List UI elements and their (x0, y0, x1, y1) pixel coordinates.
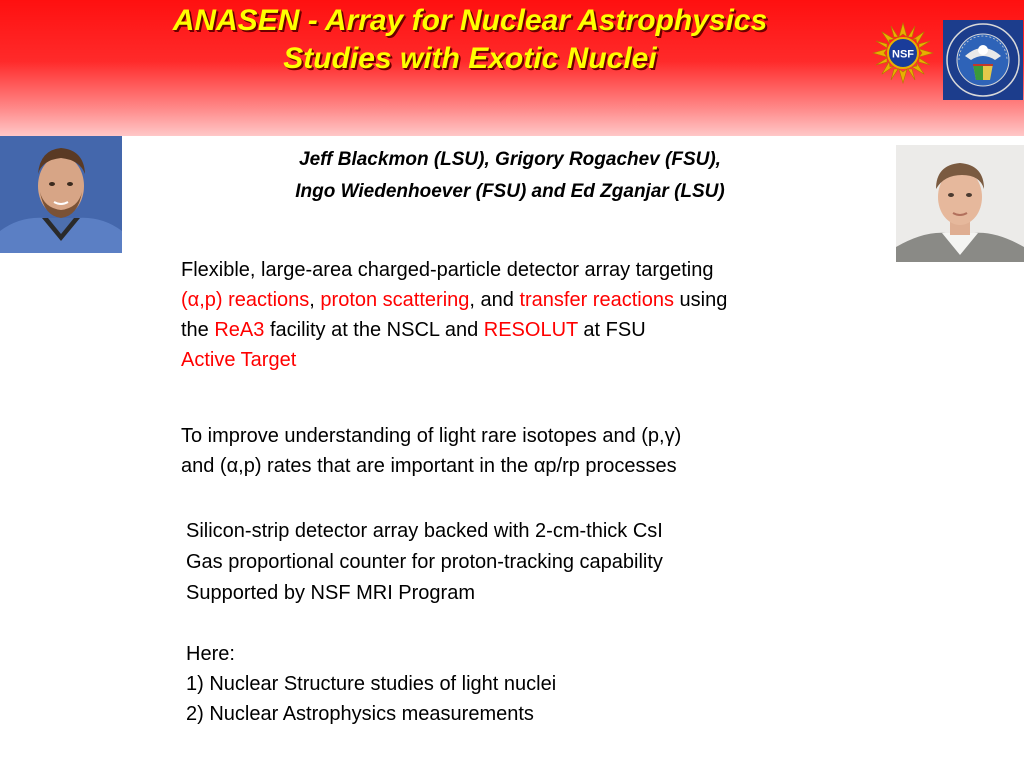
transfer-reactions: transfer reactions (519, 289, 674, 311)
goal-paragraph (181, 421, 681, 481)
feature-item: Supported by NSF MRI Program (186, 582, 475, 604)
title-line-1: ANASEN - Array for Nuclear Astrophysics (172, 4, 768, 37)
title-line-2: Studies with Exotic Nuclei (283, 42, 657, 75)
features-list (186, 516, 663, 609)
here-item: 2) Nuclear Astrophysics measurements (186, 703, 534, 725)
portrait-right (896, 145, 1024, 262)
feature-item: Silicon-strip detector array backed with 2-cm-thick CsI (186, 520, 663, 542)
sep-2: , and (469, 289, 520, 311)
rea3-facility: ReA3 (214, 319, 265, 341)
doe-seal-icon (943, 20, 1023, 100)
resolut: RESOLUT (483, 319, 578, 341)
active-target: Active Target (181, 349, 297, 371)
alpha-p-reactions: (α,p) reactions (181, 289, 310, 311)
line-3-start: the (181, 319, 215, 341)
nsf-logo-icon (872, 22, 934, 84)
line-2-end: using (673, 289, 728, 311)
proton-scattering: proton scattering (320, 289, 470, 311)
line-3-end: at FSU (577, 319, 646, 341)
description-line-3 (181, 315, 727, 345)
authors (200, 144, 820, 208)
portrait-left (0, 136, 122, 253)
description-line-2 (181, 285, 727, 315)
here-list (186, 639, 556, 729)
nsf-logo-text: NSF (892, 48, 914, 61)
authors-line-2: Ingo Wiedenhoever (FSU) and Ed Zganjar (LSU) (295, 181, 725, 202)
description-paragraph (181, 255, 727, 375)
line-3-mid: facility at the NSCL and (264, 319, 484, 341)
slide-title (0, 2, 940, 78)
goal-line-2: and (α,p) rates that are important in the αp/rp processes (181, 455, 677, 477)
authors-line-1: Jeff Blackmon (LSU), Grigory Rogachev (FSU), (299, 149, 721, 170)
description-line-1: Flexible, large-area charged-particle detector array targeting (181, 259, 714, 281)
header-banner (0, 0, 1024, 136)
feature-item: Gas proportional counter for proton-tracking capability (186, 551, 663, 573)
sep-1: , (309, 289, 321, 311)
goal-line-1: To improve understanding of light rare isotopes and (p,γ) (181, 425, 682, 447)
here-item: 1) Nuclear Structure studies of light nuclei (186, 673, 557, 695)
here-heading: Here: (186, 643, 235, 665)
